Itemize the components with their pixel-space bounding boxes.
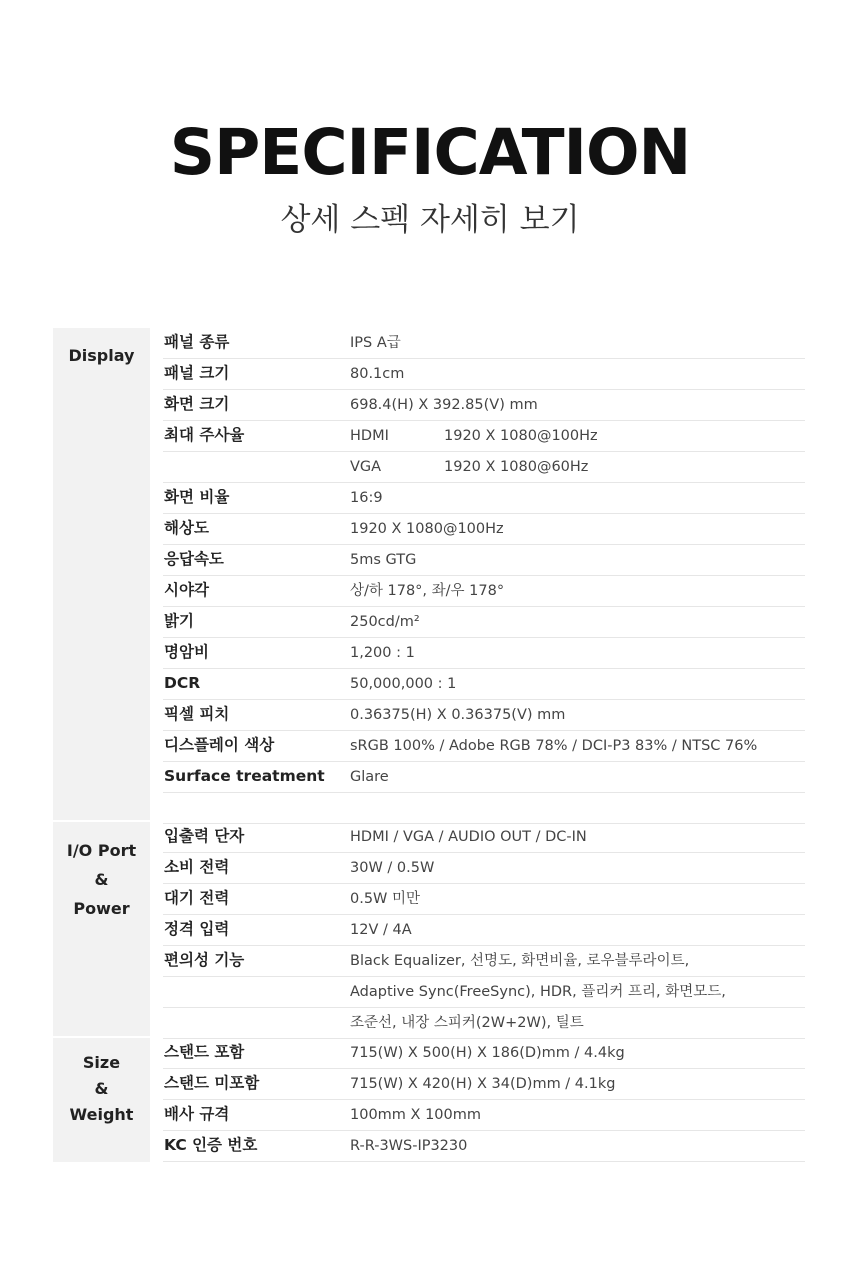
spec-value: 0.5W 미만	[350, 891, 421, 907]
spec-rows-size-weight	[163, 1038, 805, 1162]
spec-value: Black Equalizer, 선명도, 화면비율, 로우블루라이트,	[350, 953, 690, 969]
spec-row	[163, 576, 805, 607]
section-label-text: Display	[68, 346, 135, 365]
spec-value: 상/하 178°, 좌/우 178°	[350, 583, 505, 599]
spec-row	[163, 421, 805, 452]
spec-row	[163, 1069, 805, 1100]
section-label-line: &	[94, 1079, 109, 1098]
spec-key: DCR	[164, 674, 201, 692]
spec-key: 명암비	[164, 643, 209, 661]
spec-key: 시야각	[164, 581, 209, 599]
spec-value-secondary: 1920 X 1080@100Hz	[444, 428, 598, 444]
spec-value: 1,200 : 1	[350, 645, 415, 661]
spec-rows-display	[163, 328, 805, 824]
spec-value: 100mm X 100mm	[350, 1107, 482, 1123]
spec-value: Glare	[350, 769, 389, 785]
spec-value: 12V / 4A	[350, 922, 412, 938]
spec-section-io-power	[53, 822, 805, 1036]
spec-row	[163, 1100, 805, 1131]
section-label-line: Power	[73, 899, 130, 918]
spec-key: 입출력 단자	[164, 827, 245, 845]
spec-value: Adaptive Sync(FreeSync), HDR, 플리커 프리, 화면모드,	[350, 984, 726, 1000]
section-label-text	[67, 836, 136, 1036]
spec-rows-io-power	[163, 822, 805, 1039]
spec-row	[163, 946, 805, 977]
section-label-line: I/O Port	[66, 841, 137, 860]
spec-key: 응답속도	[164, 550, 224, 568]
page-subtitle: 상세 스펙 자세히 보기	[280, 202, 580, 238]
page-title: SPECIFICATION	[169, 116, 691, 189]
spec-row	[163, 915, 805, 946]
spec-key: 최대 주사율	[164, 426, 245, 444]
spec-value: 16:9	[350, 490, 383, 506]
spec-row	[163, 607, 805, 638]
spec-value: 715(W) X 500(H) X 186(D)mm / 4.4kg	[350, 1045, 625, 1061]
spec-value: VGA	[350, 459, 382, 475]
spec-row	[163, 359, 805, 390]
spec-key: 픽셀 피치	[164, 705, 230, 723]
spec-key: 대기 전력	[164, 889, 230, 907]
spec-row	[163, 700, 805, 731]
spec-row	[163, 669, 805, 700]
spec-value: R-R-3WS-IP3230	[350, 1138, 468, 1154]
spec-key: 편의성 기능	[164, 951, 245, 969]
spec-row	[163, 884, 805, 915]
spec-row	[163, 483, 805, 514]
spec-row	[163, 545, 805, 576]
spec-key: 패널 크기	[164, 364, 230, 382]
spec-row	[163, 638, 805, 669]
spec-value-secondary: 1920 X 1080@60Hz	[444, 459, 589, 475]
section-label-text	[70, 1050, 134, 1162]
spec-row	[163, 1008, 805, 1039]
spec-row	[163, 977, 805, 1008]
section-label-display	[53, 328, 150, 820]
spec-value: 50,000,000 : 1	[350, 676, 457, 692]
spec-key: 배사 규격	[164, 1105, 230, 1123]
spec-value: 1920 X 1080@100Hz	[350, 521, 504, 537]
spec-row-spacer	[163, 793, 805, 824]
spec-value: 0.36375(H) X 0.36375(V) mm	[350, 707, 566, 723]
spec-value: HDMI / VGA / AUDIO OUT / DC-IN	[350, 829, 587, 845]
spec-value: 조준선, 내장 스피커(2W+2W), 틸트	[350, 1015, 584, 1031]
spec-value: 250cd/m²	[350, 614, 420, 630]
spec-key: 스탠드 포함	[164, 1043, 245, 1061]
spec-value: 715(W) X 420(H) X 34(D)mm / 4.1kg	[350, 1076, 616, 1092]
spec-value: sRGB 100% / Adobe RGB 78% / DCI-P3 83% / NTSC 76%	[350, 738, 758, 754]
spec-value: 698.4(H) X 392.85(V) mm	[350, 397, 538, 413]
section-label-io-power	[53, 822, 150, 1036]
spec-key: 화면 크기	[164, 395, 230, 413]
spec-key: 패널 종류	[164, 333, 230, 351]
spec-key: Surface treatment	[164, 767, 325, 785]
spec-row	[163, 1038, 805, 1069]
spec-value: IPS A급	[350, 335, 401, 351]
spec-row	[163, 1131, 805, 1162]
spec-value: HDMI	[350, 428, 389, 444]
spec-key: 소비 전력	[164, 858, 230, 876]
spec-value: 5ms GTG	[350, 552, 417, 568]
spec-key: 화면 비율	[164, 488, 230, 506]
section-label-line: Size	[82, 1053, 121, 1072]
spec-row	[163, 328, 805, 359]
section-label-line: &	[94, 870, 109, 889]
spec-row	[163, 853, 805, 884]
spec-section-size-weight	[53, 1038, 805, 1162]
spec-key: 스탠드 미포함	[164, 1074, 260, 1092]
spec-row	[163, 762, 805, 793]
spec-key: KC 인증 번호	[164, 1136, 258, 1154]
spec-row	[163, 822, 805, 853]
spec-row	[163, 452, 805, 483]
spec-section-display	[53, 328, 805, 820]
spec-value: 30W / 0.5W	[350, 860, 435, 876]
spec-row	[163, 514, 805, 545]
spec-key: 정격 입력	[164, 920, 230, 938]
section-label-size-weight	[53, 1038, 150, 1162]
spec-key: 디스플레이 색상	[164, 736, 275, 754]
spec-key: 해상도	[164, 519, 209, 537]
spec-row	[163, 731, 805, 762]
spec-value: 80.1cm	[350, 366, 405, 382]
spec-row	[163, 390, 805, 421]
section-label-line: Weight	[69, 1105, 134, 1124]
spec-key: 밝기	[164, 612, 194, 630]
